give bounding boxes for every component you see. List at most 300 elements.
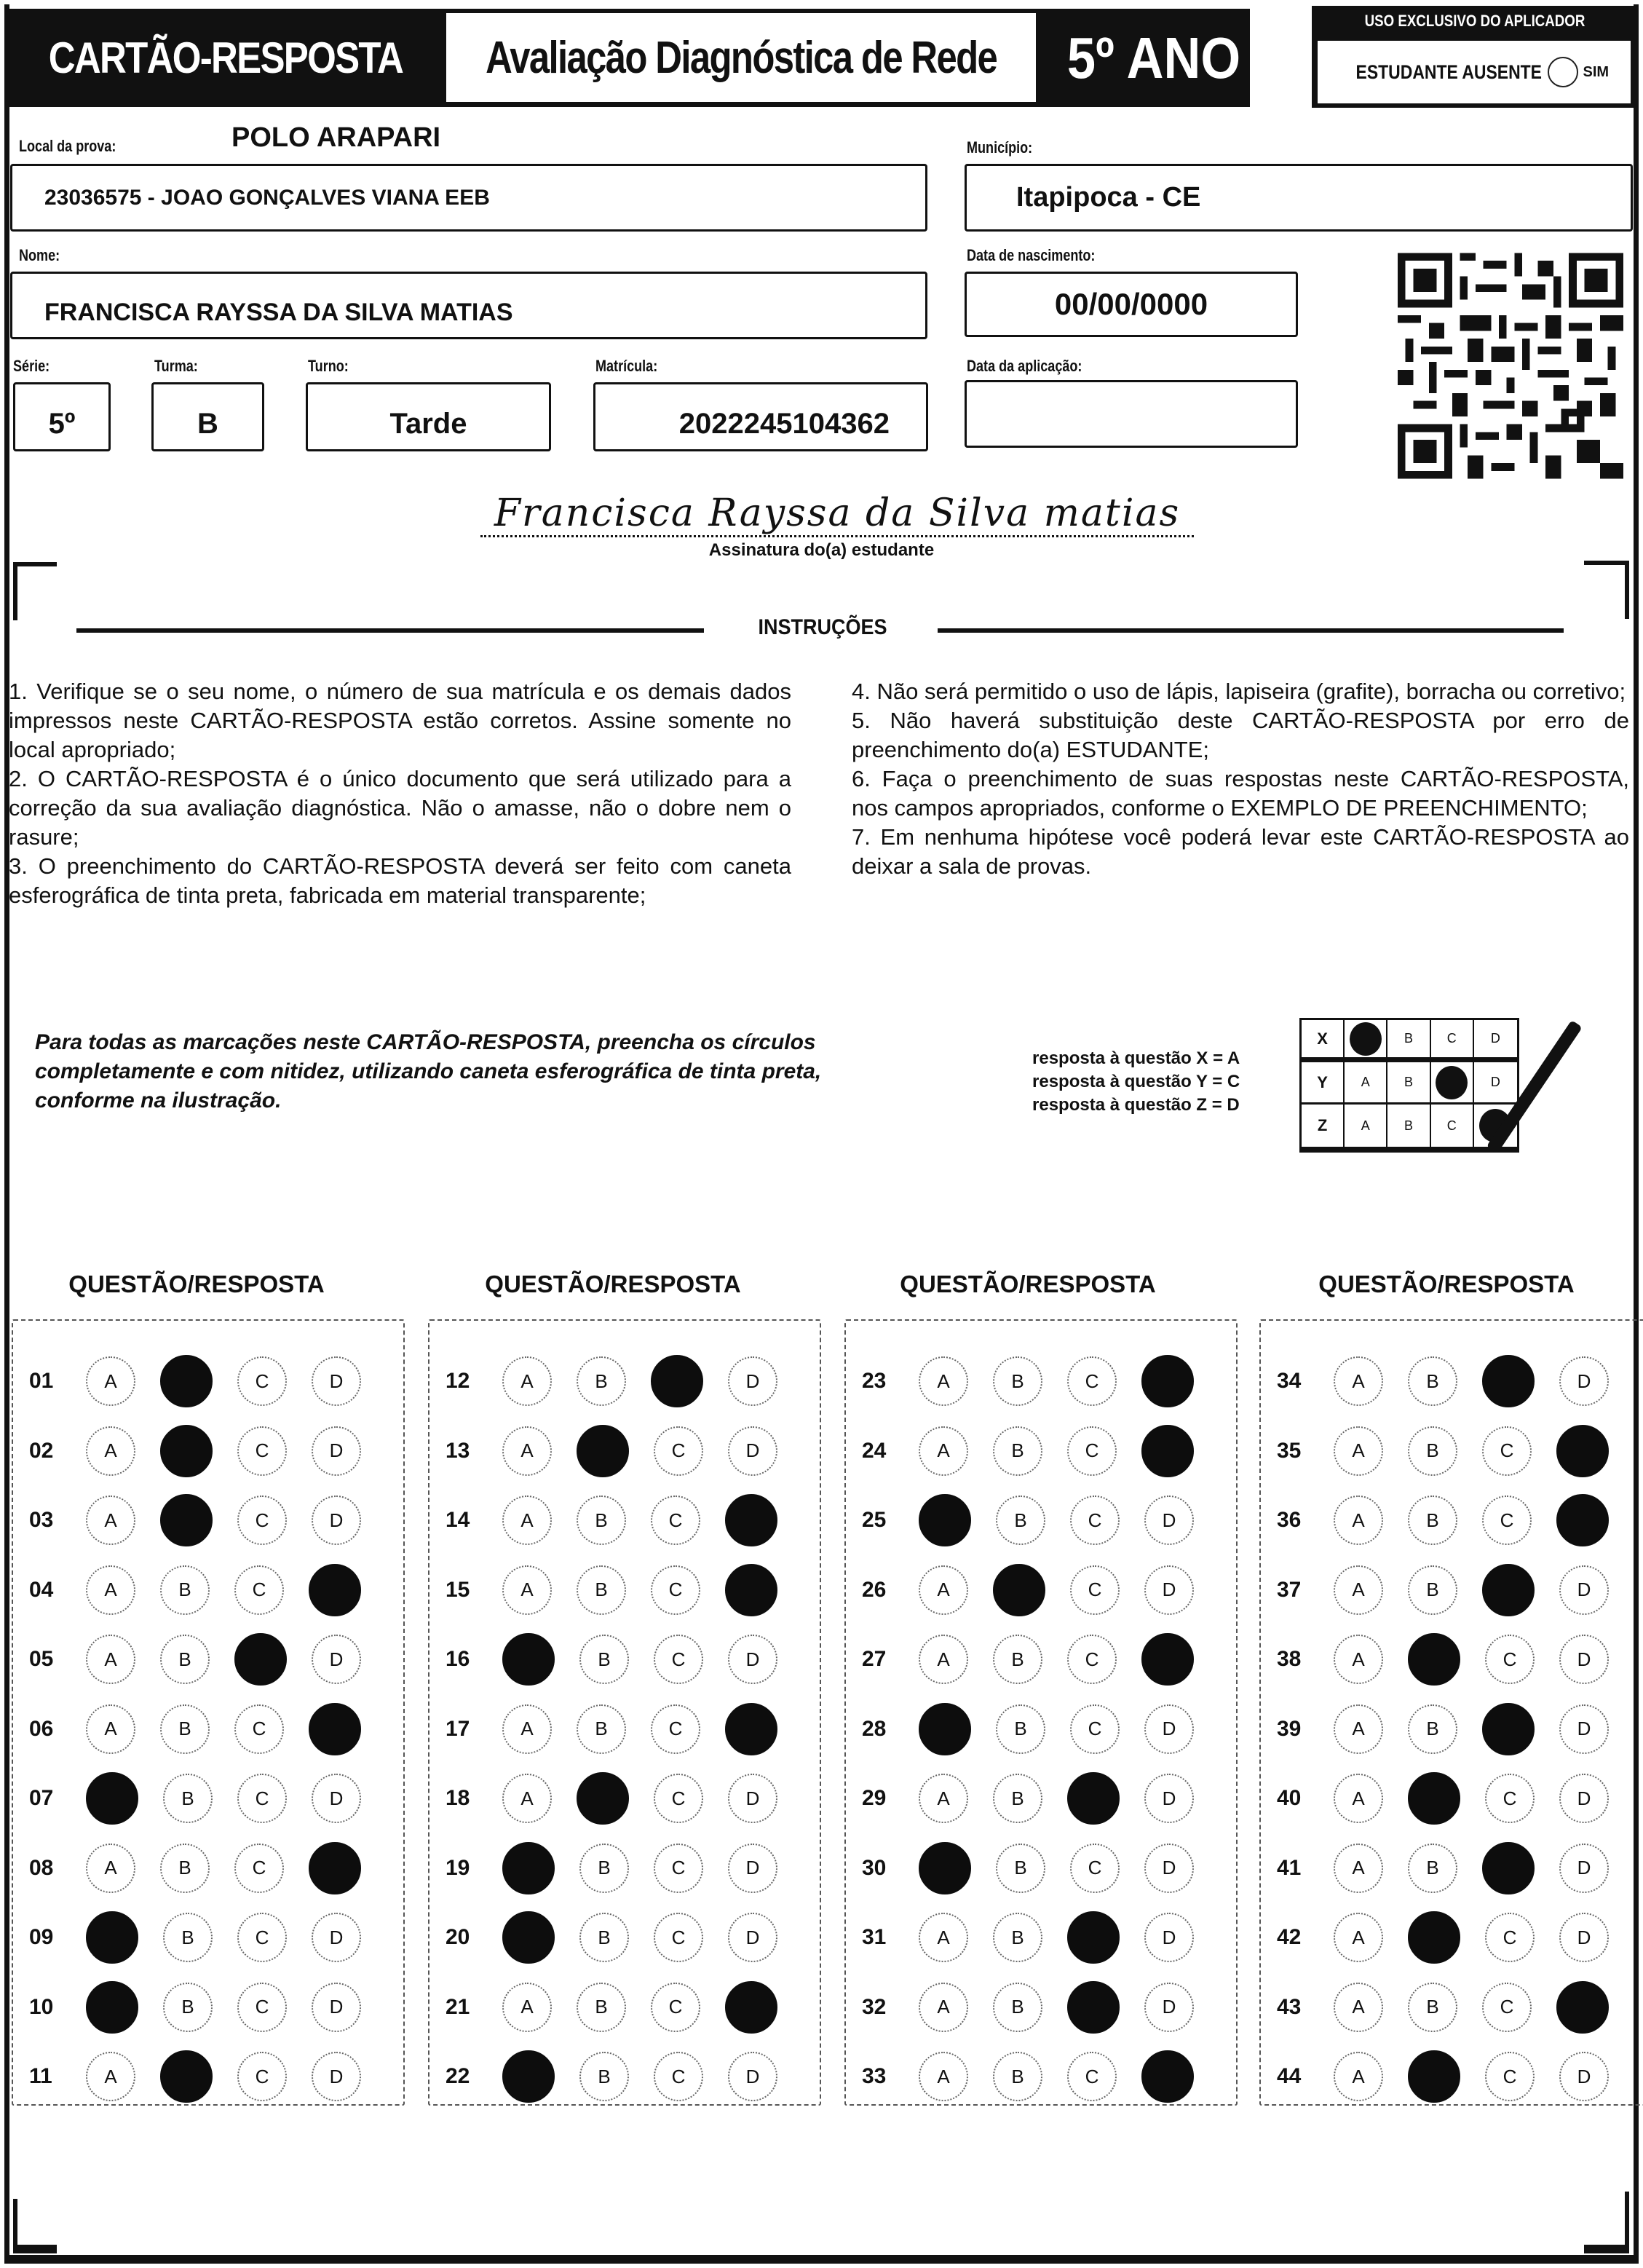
answer-bubble[interactable]: A — [86, 1704, 135, 1754]
answer-bubble-filled[interactable] — [577, 1425, 629, 1477]
corner-bracket-tl — [13, 562, 57, 620]
answer-bubble[interactable]: D — [312, 2052, 361, 2101]
answer-bubble-filled[interactable] — [502, 1633, 555, 1686]
answer-bubble[interactable]: C — [237, 1356, 287, 1406]
example-legend-item: resposta à questão Z = D — [1032, 1095, 1240, 1115]
question-row — [429, 1418, 820, 1484]
question-number: 25 — [862, 1508, 887, 1532]
answer-bubble[interactable]: C — [1070, 1495, 1120, 1545]
answer-bubble-filled[interactable] — [725, 1564, 777, 1616]
answer-bubble[interactable]: D — [728, 2052, 777, 2101]
question-number: 14 — [446, 1508, 470, 1532]
answer-bubble[interactable]: B — [996, 1495, 1045, 1545]
answer-bubble-filled[interactable] — [1067, 1911, 1120, 1964]
answer-bubble[interactable]: D — [1144, 1495, 1194, 1545]
matricula-label: Matrícula: — [595, 357, 658, 375]
answer-bubble-filled[interactable] — [1141, 2050, 1194, 2103]
question-row — [1261, 1975, 1643, 2040]
answer-bubble[interactable]: A — [1334, 1495, 1383, 1545]
instruction-item: 3. O preenchimento do CARTÃO-RESPOSTA deverá ser feito com caneta esferográfica de tinta preta, fabricada em material transparente; — [9, 853, 791, 908]
question-row — [1261, 1836, 1643, 1901]
answer-bubble[interactable]: C — [1485, 1635, 1535, 1684]
answer-bubble[interactable]: D — [1144, 1844, 1194, 1893]
question-row — [13, 1418, 403, 1484]
question-number: 19 — [446, 1855, 470, 1880]
answer-bubble[interactable]: D — [728, 1913, 777, 1962]
question-row — [13, 1557, 403, 1623]
answer-bubble-filled[interactable] — [725, 1703, 777, 1755]
grade-label: 5º ANO — [1058, 9, 1250, 107]
question-number: 09 — [29, 1925, 54, 1949]
answer-bubble[interactable]: A — [86, 1356, 135, 1406]
answer-bubble[interactable]: A — [86, 1635, 135, 1684]
question-number: 31 — [862, 1925, 887, 1949]
answer-bubble[interactable]: C — [1070, 1844, 1120, 1893]
answer-bubble[interactable]: D — [728, 1426, 777, 1476]
nascimento-label: Data de nascimento: — [967, 246, 1096, 264]
corner-bracket-bl — [13, 2199, 57, 2253]
answer-bubble-filled[interactable] — [502, 1911, 555, 1964]
answer-bubble[interactable]: D — [1559, 1774, 1609, 1823]
instruction-item: 5. Não haverá substituição deste CARTÃO-RESPOSTA por erro de preenchimento do(a) ESTUDANTE; — [852, 708, 1629, 762]
answer-bubble[interactable]: D — [1559, 1565, 1609, 1615]
answer-bubble[interactable]: B — [993, 1913, 1042, 1962]
question-number: 34 — [1277, 1369, 1302, 1393]
example-grid — [1299, 1018, 1519, 1153]
instructions-right — [852, 677, 1629, 881]
question-row — [846, 1418, 1236, 1484]
question-number: 15 — [446, 1577, 470, 1602]
answer-bubble[interactable]: A — [1334, 1844, 1383, 1893]
answer-bubble[interactable]: A — [1334, 1774, 1383, 1823]
answer-bubble[interactable]: B — [579, 2052, 629, 2101]
answer-bubble[interactable]: A — [1334, 1356, 1383, 1406]
exam-title: Avaliação Diagnóstica de Rede — [485, 32, 997, 83]
answer-bubble[interactable]: C — [1070, 1704, 1120, 1754]
answer-bubble[interactable]: A — [919, 1426, 968, 1476]
answer-bubble[interactable]: A — [1334, 1704, 1383, 1754]
question-row — [13, 1696, 403, 1762]
exam-title-box — [446, 13, 1036, 102]
answer-bubble-filled[interactable] — [1482, 1564, 1535, 1616]
question-row — [429, 1696, 820, 1762]
answer-bubble[interactable]: D — [1559, 2052, 1609, 2101]
answer-bubble[interactable]: A — [86, 1844, 135, 1893]
question-row — [13, 1766, 403, 1831]
answer-bubble-filled[interactable] — [1556, 1494, 1609, 1546]
serie-field[interactable] — [13, 382, 111, 451]
answer-bubble-filled[interactable] — [1556, 1981, 1609, 2034]
answer-bubble[interactable]: D — [728, 1635, 777, 1684]
instructions-title: INSTRUÇÕES — [758, 615, 887, 639]
question-number: 21 — [446, 1994, 470, 2019]
answer-bubble[interactable]: C — [1482, 1426, 1532, 1476]
turno-value: Tarde — [389, 408, 467, 440]
answer-bubble[interactable]: B — [163, 1774, 213, 1823]
answer-bubble[interactable]: D — [728, 1356, 777, 1406]
answer-bubble[interactable]: B — [993, 1426, 1042, 1476]
answer-bubble[interactable]: C — [237, 1983, 287, 2032]
qr-code-icon — [1398, 251, 1623, 481]
answer-column — [844, 1319, 1238, 2106]
question-number: 06 — [29, 1716, 54, 1741]
answer-bubble[interactable]: B — [163, 1913, 213, 1962]
filled-dot — [1436, 1066, 1468, 1099]
example-option: C — [1431, 1020, 1474, 1057]
answer-bubble[interactable]: D — [312, 1983, 361, 2032]
answer-bubble[interactable]: C — [237, 1495, 287, 1545]
answer-bubble-filled[interactable] — [577, 1772, 629, 1825]
answer-bubble-filled[interactable] — [502, 1842, 555, 1894]
absent-label: ESTUDANTE AUSENTE — [1355, 60, 1542, 83]
question-row — [1261, 2044, 1643, 2109]
answer-bubble[interactable]: B — [160, 1704, 210, 1754]
question-number: 16 — [446, 1647, 470, 1671]
question-number: 08 — [29, 1855, 54, 1880]
question-row — [846, 1696, 1236, 1762]
question-row — [1261, 1418, 1643, 1484]
answer-bubble[interactable]: B — [577, 1983, 626, 2032]
answer-bubble[interactable]: A — [86, 1565, 135, 1615]
answer-bubble[interactable]: C — [1067, 1426, 1117, 1476]
answer-bubble[interactable]: B — [996, 1844, 1045, 1893]
answer-bubble[interactable]: D — [1144, 1565, 1194, 1615]
question-row — [429, 1487, 820, 1553]
instruction-item: 2. O CARTÃO-RESPOSTA é o único documento que será utilizado para a correção da sua avaliação diagnóstica. Não o amasse, não o dobre nem o rasure; — [9, 766, 791, 850]
answer-bubble[interactable]: C — [651, 1704, 700, 1754]
answer-bubble[interactable]: B — [1408, 1704, 1457, 1754]
answer-column — [1259, 1319, 1643, 2106]
question-number: 27 — [862, 1647, 887, 1671]
answer-bubble[interactable]: A — [1334, 1635, 1383, 1684]
answer-bubble[interactable]: D — [1559, 1356, 1609, 1406]
question-number: 36 — [1277, 1508, 1302, 1532]
example-option: A — [1345, 1105, 1387, 1147]
answer-bubble-filled[interactable] — [651, 1355, 703, 1407]
nome-field[interactable] — [10, 272, 927, 339]
answer-bubble-filled[interactable] — [1482, 1355, 1535, 1407]
answer-bubble[interactable]: D — [312, 1426, 361, 1476]
answer-bubble[interactable]: B — [1408, 1356, 1457, 1406]
answer-bubble-filled[interactable] — [86, 1911, 138, 1964]
answer-bubble[interactable]: C — [651, 1565, 700, 1615]
answer-bubble[interactable]: A — [1334, 1983, 1383, 2032]
answer-bubble[interactable]: A — [919, 1565, 968, 1615]
answer-bubble[interactable]: B — [993, 1774, 1042, 1823]
answer-bubble[interactable]: D — [1559, 1844, 1609, 1893]
answer-bubble[interactable]: B — [160, 1565, 210, 1615]
answer-bubble[interactable]: C — [1482, 1983, 1532, 2032]
answer-bubble[interactable]: D — [1559, 1704, 1609, 1754]
question-number: 39 — [1277, 1716, 1302, 1741]
answer-bubble[interactable]: A — [502, 1704, 552, 1754]
question-number: 22 — [446, 2064, 470, 2088]
question-number: 35 — [1277, 1438, 1302, 1463]
answer-bubble[interactable]: D — [1559, 1635, 1609, 1684]
example-question-label: Z — [1302, 1105, 1345, 1147]
question-number: 24 — [862, 1438, 887, 1463]
signature-line[interactable] — [480, 486, 1194, 537]
answer-bubble-filled[interactable] — [86, 1772, 138, 1825]
answer-bubble[interactable]: C — [654, 1913, 703, 1962]
answer-bubble[interactable]: A — [1334, 1565, 1383, 1615]
answer-bubble[interactable]: A — [1334, 1426, 1383, 1476]
turma-label: Turma: — [154, 357, 198, 375]
answer-bubble[interactable]: A — [919, 1774, 968, 1823]
answer-bubble[interactable]: D — [312, 1356, 361, 1406]
answer-bubble[interactable]: B — [160, 1844, 210, 1893]
answer-bubble[interactable]: B — [1408, 1844, 1457, 1893]
answer-bubble[interactable]: B — [579, 1913, 629, 1962]
answer-bubble[interactable]: D — [312, 1774, 361, 1823]
answer-bubble[interactable]: A — [919, 1635, 968, 1684]
question-number: 29 — [862, 1786, 887, 1810]
answer-bubble[interactable]: B — [577, 1704, 626, 1754]
answer-bubble[interactable]: D — [728, 1774, 777, 1823]
answer-bubble-filled[interactable] — [1408, 1772, 1460, 1825]
question-number: 33 — [862, 2064, 887, 2088]
answer-bubble[interactable]: B — [993, 1635, 1042, 1684]
nascimento-value: 00/00/0000 — [1054, 287, 1208, 321]
answer-bubble-filled[interactable] — [725, 1981, 777, 2034]
question-number: 32 — [862, 1994, 887, 2019]
answer-bubble-filled[interactable] — [309, 1703, 361, 1755]
column-header: QUESTÃO/RESPOSTA — [900, 1271, 1156, 1297]
answer-bubble[interactable]: A — [1334, 1913, 1383, 1962]
answer-bubble[interactable]: A — [502, 1426, 552, 1476]
answer-bubble-filled[interactable] — [1482, 1842, 1535, 1894]
applicator-box — [1312, 6, 1638, 108]
question-row — [13, 1487, 403, 1553]
answer-bubble[interactable]: B — [579, 1635, 629, 1684]
question-number: 40 — [1277, 1786, 1302, 1810]
answer-bubble-filled[interactable] — [1141, 1425, 1194, 1477]
answer-bubble[interactable]: C — [1067, 1635, 1117, 1684]
answer-bubble[interactable]: B — [1408, 1565, 1457, 1615]
answer-bubble[interactable]: D — [728, 1844, 777, 1893]
question-row — [846, 1487, 1236, 1553]
column-header: QUESTÃO/RESPOSTA — [1318, 1271, 1575, 1297]
divider-left — [76, 628, 704, 633]
signature-text: Francisca Rayssa da Silva matias — [494, 491, 1181, 535]
municipio-value: Itapipoca - CE — [1016, 182, 1201, 213]
column-header: QUESTÃO/RESPOSTA — [68, 1271, 325, 1297]
answer-bubble-filled[interactable] — [993, 1564, 1045, 1616]
question-row — [846, 1557, 1236, 1623]
answer-bubble[interactable]: C — [1482, 1495, 1532, 1545]
answer-bubble-filled[interactable] — [1408, 1633, 1460, 1686]
question-row — [1261, 1487, 1643, 1553]
answer-bubble-filled[interactable] — [725, 1494, 777, 1546]
answer-bubble[interactable]: C — [654, 1844, 703, 1893]
matricula-value: 2022245104362 — [678, 408, 890, 440]
applicator-label: USO EXCLUSIVO DO APLICADOR — [1364, 12, 1585, 30]
answer-bubble[interactable]: B — [579, 1844, 629, 1893]
question-number: 20 — [446, 1925, 470, 1949]
answer-bubble[interactable]: A — [1334, 2052, 1383, 2101]
absent-radio[interactable] — [1548, 57, 1578, 87]
question-number: 01 — [29, 1369, 54, 1393]
example-option: B — [1387, 1020, 1430, 1057]
answer-bubble[interactable]: A — [919, 2052, 968, 2101]
answer-bubble[interactable]: C — [654, 2052, 703, 2101]
answer-bubble[interactable]: B — [577, 1565, 626, 1615]
answer-bubble[interactable]: B — [993, 1356, 1042, 1406]
answer-bubble[interactable]: B — [993, 1983, 1042, 2032]
answer-bubble[interactable]: C — [1485, 1774, 1535, 1823]
answer-bubble-filled[interactable] — [160, 2050, 213, 2103]
example-option: A — [1345, 1062, 1387, 1102]
answer-bubble[interactable]: C — [1485, 1913, 1535, 1962]
question-number: 23 — [862, 1369, 887, 1393]
answer-bubble[interactable]: A — [502, 1495, 552, 1545]
answer-bubble[interactable]: A — [502, 1565, 552, 1615]
question-number: 43 — [1277, 1994, 1302, 2019]
answer-bubble[interactable]: B — [996, 1704, 1045, 1754]
matricula-field[interactable] — [593, 382, 928, 451]
column-header: QUESTÃO/RESPOSTA — [485, 1271, 741, 1297]
example-row — [1302, 1105, 1517, 1147]
answer-bubble[interactable]: B — [993, 2052, 1042, 2101]
answer-bubble-filled[interactable] — [919, 1494, 971, 1546]
instruction-item: 1. Verifique se o seu nome, o número de sua matrícula e os demais dados impressos neste CARTÃO-RESPOSTA estão corretos. Assine somente no local apropriado; — [9, 679, 791, 762]
answer-bubble[interactable]: D — [1144, 1704, 1194, 1754]
answer-bubble[interactable]: A — [919, 1983, 968, 2032]
answer-bubble-filled[interactable] — [160, 1355, 213, 1407]
answer-bubble[interactable]: B — [160, 1635, 210, 1684]
turma-value: B — [197, 408, 218, 440]
answer-bubble-filled[interactable] — [502, 2050, 555, 2103]
answer-bubble-filled[interactable] — [309, 1842, 361, 1894]
answer-bubble[interactable]: B — [1408, 1983, 1457, 2032]
answer-bubble[interactable]: C — [237, 1913, 287, 1962]
card-title: CARTÃO-RESPOSTA — [48, 33, 403, 82]
answer-bubble[interactable]: B — [163, 1983, 213, 2032]
question-row — [429, 1836, 820, 1901]
answer-bubble[interactable]: C — [1070, 1565, 1120, 1615]
question-row — [429, 2044, 820, 2109]
answer-bubble[interactable]: A — [502, 1983, 552, 2032]
question-number: 10 — [29, 1994, 54, 2019]
answer-bubble[interactable]: C — [654, 1774, 703, 1823]
answer-bubble[interactable]: C — [234, 1844, 284, 1893]
answer-bubble-filled[interactable] — [1067, 1772, 1120, 1825]
turma-field[interactable] — [151, 382, 264, 451]
answer-bubble[interactable]: C — [1067, 1356, 1117, 1406]
answer-bubble-filled[interactable] — [1482, 1703, 1535, 1755]
question-row — [13, 1348, 403, 1414]
answer-bubble-filled[interactable] — [1408, 1911, 1460, 1964]
answer-bubble-filled[interactable] — [1141, 1633, 1194, 1686]
question-row — [429, 1975, 820, 2040]
answer-bubble[interactable]: C — [237, 1774, 287, 1823]
answer-bubble[interactable]: B — [1408, 1495, 1457, 1545]
question-row — [1261, 1766, 1643, 1831]
nascimento-field[interactable] — [965, 272, 1298, 337]
answer-bubble[interactable]: A — [502, 1774, 552, 1823]
answer-bubble[interactable]: C — [654, 1426, 703, 1476]
answer-bubble-filled[interactable] — [1408, 2050, 1460, 2103]
answer-bubble[interactable]: D — [1144, 1913, 1194, 1962]
answer-bubble-filled[interactable] — [1556, 1425, 1609, 1477]
answer-bubble[interactable]: B — [1408, 1426, 1457, 1476]
answer-bubble[interactable]: C — [237, 1426, 287, 1476]
answer-bubble[interactable]: A — [86, 2052, 135, 2101]
question-number: 13 — [446, 1438, 470, 1463]
aplicacao-field[interactable] — [965, 380, 1298, 448]
answer-bubble[interactable]: C — [654, 1635, 703, 1684]
answer-bubble-filled[interactable] — [919, 1703, 971, 1755]
instruction-item: 7. Em nenhuma hipótese você poderá levar este CARTÃO-RESPOSTA ao deixar a sala de provas. — [852, 824, 1629, 879]
nome-value: FRANCISCA RAYSSA DA SILVA MATIAS — [44, 299, 513, 326]
answer-bubble[interactable]: D — [1144, 1774, 1194, 1823]
turno-label: Turno: — [308, 357, 349, 375]
filled-dot — [1350, 1022, 1382, 1056]
answer-bubble[interactable]: C — [1485, 2052, 1535, 2101]
answer-bubble-filled[interactable] — [1067, 1981, 1120, 2034]
answer-bubble[interactable]: D — [1144, 1983, 1194, 2032]
instruction-item: 4. Não será permitido o uso de lápis, lapiseira (grafite), borracha ou corretivo; — [852, 679, 1626, 704]
question-row — [429, 1905, 820, 1970]
municipio-field[interactable] — [965, 164, 1633, 232]
answer-bubble[interactable]: A — [86, 1426, 135, 1476]
answer-bubble-filled[interactable] — [160, 1425, 213, 1477]
example-option: D — [1490, 1075, 1500, 1089]
answer-bubble[interactable]: A — [919, 1913, 968, 1962]
absent-field — [1318, 41, 1631, 103]
question-row — [846, 1905, 1236, 1970]
absent-option-label: SIM — [1583, 63, 1610, 80]
example-row — [1302, 1020, 1517, 1062]
question-number: 26 — [862, 1577, 887, 1602]
question-row — [13, 1975, 403, 2040]
question-row — [846, 1627, 1236, 1692]
turno-field[interactable] — [306, 382, 551, 451]
answer-bubble[interactable]: A — [502, 1356, 552, 1406]
answer-bubble[interactable]: C — [234, 1704, 284, 1754]
school-field[interactable] — [10, 164, 927, 232]
question-number: 17 — [446, 1716, 470, 1741]
example-row — [1302, 1062, 1517, 1105]
answer-bubble[interactable]: D — [312, 1913, 361, 1962]
question-number: 42 — [1277, 1925, 1302, 1949]
question-row — [1261, 1905, 1643, 1970]
answer-bubble-filled[interactable] — [234, 1633, 287, 1686]
question-row — [846, 2044, 1236, 2109]
answer-bubble[interactable]: D — [312, 1495, 361, 1545]
answer-bubble[interactable]: B — [577, 1495, 626, 1545]
answer-bubble[interactable]: B — [577, 1356, 626, 1406]
question-row — [429, 1557, 820, 1623]
answer-bubble[interactable]: C — [651, 1983, 700, 2032]
answer-bubble-filled[interactable] — [919, 1842, 971, 1894]
question-row — [1261, 1627, 1643, 1692]
answer-bubble[interactable]: C — [234, 1565, 284, 1615]
answer-bubble-filled[interactable] — [309, 1564, 361, 1616]
answer-bubble[interactable]: C — [237, 2052, 287, 2101]
answer-bubble[interactable]: C — [651, 1495, 700, 1545]
answer-bubble[interactable]: D — [1559, 1913, 1609, 1962]
example-legend-item: resposta à questão X = A — [1032, 1048, 1240, 1068]
answer-bubble[interactable]: D — [312, 1635, 361, 1684]
answer-bubble[interactable]: A — [919, 1356, 968, 1406]
question-row — [429, 1627, 820, 1692]
answer-bubble-filled[interactable] — [160, 1494, 213, 1546]
answer-bubble-filled[interactable] — [1141, 1355, 1194, 1407]
answer-bubble[interactable]: C — [1067, 2052, 1117, 2101]
answer-bubble[interactable]: A — [86, 1495, 135, 1545]
answer-bubble-filled[interactable] — [86, 1981, 138, 2034]
